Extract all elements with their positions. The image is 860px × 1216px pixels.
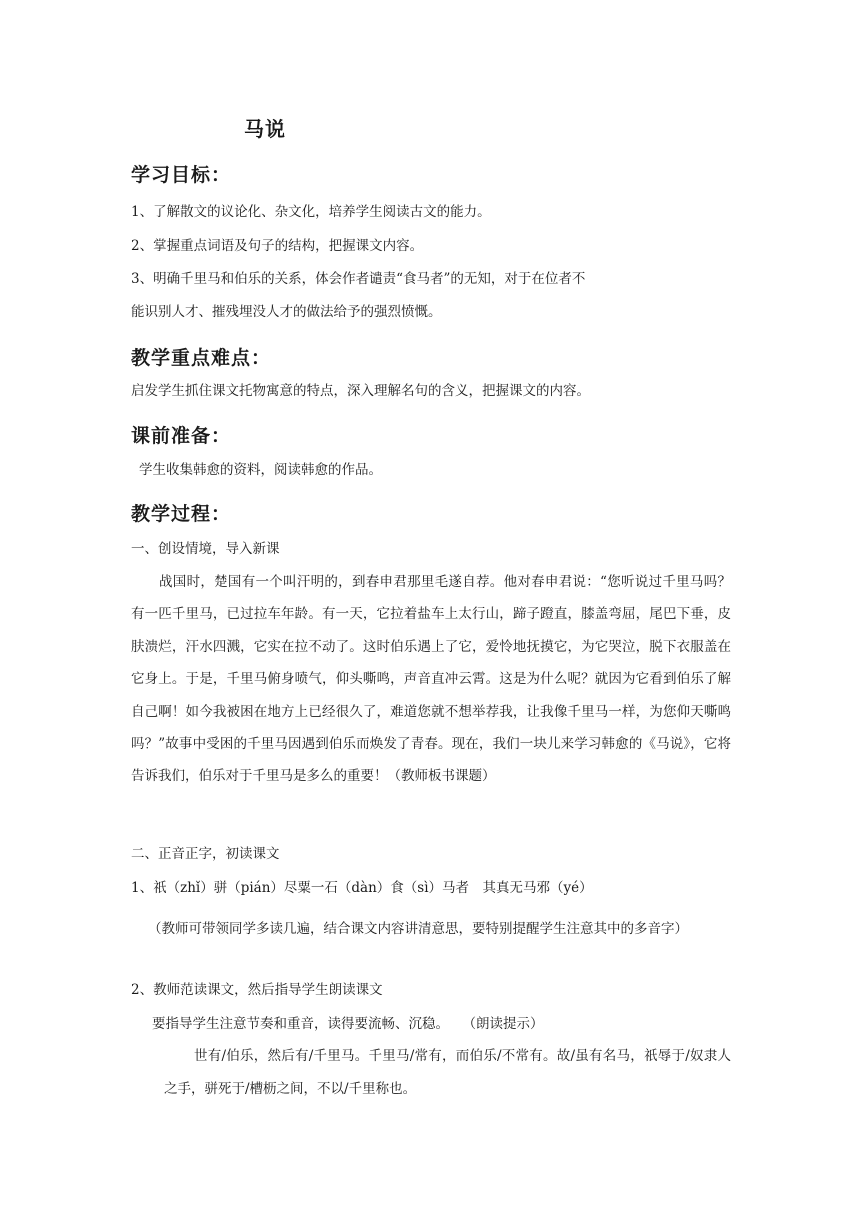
objectives-heading: 学习目标： [131, 164, 232, 186]
step2-title: 二、正音正字，初读课文 [131, 846, 280, 862]
objective-item: 2、掌握重点词语及句子的结构，把握课文内容。 [131, 238, 424, 254]
pronunciation-line: 1、祇（zhǐ）骈（pián）尽粟一石（dàn）食（sì）马者 其真无马邪（yé） [131, 880, 593, 896]
objective-item: 3、明确千里马和伯乐的关系，体会作者谴责“食马者”的无知，对于在位者不 [131, 271, 586, 287]
preparation-text: 学生收集韩愈的资料，阅读韩愈的作品。 [139, 462, 382, 478]
objective-item: 1、了解散文的议论化、杂文化，培养学生阅读古文的能力。 [131, 204, 491, 220]
pronunciation-note-text: （教师可带领同学多读几遍，结合课文内容讲清意思，要特别提醒学生注意其中的多音字） [148, 921, 688, 937]
reading-title: 2、教师范读课文，然后指导学生朗读课文 [131, 982, 383, 998]
step1-title: 一、创设情境，导入新课 [131, 541, 280, 557]
process-heading: 教学过程： [131, 503, 232, 525]
pronunciation-note [148, 913, 731, 945]
objective-item-continuation: 能识别人才、摧残埋没人才的做法给予的强烈愤慨。 [131, 304, 442, 320]
reading-note: 要指导学生注意节奏和重音，读得要流畅、沉稳。 （朗读提示） [152, 1016, 544, 1032]
reading-text: 世有/伯乐，然后有/千里马。千里马/常有，而伯乐/不常有。故/虽有名马，祇辱于/奴隶人之手，骈死于/槽枥之间，不以/千里称也。 [164, 1048, 731, 1097]
key-points-text: 启发学生抓住课文托物寓意的特点，深入理解名句的含义，把握课文的内容。 [131, 383, 590, 399]
preparation-heading: 课前准备： [131, 425, 232, 447]
story-paragraph: 战国时，楚国有一个叫汗明的，到春申君那里毛遂自荐。他对春申君说：“您听说过千里马吗？有一匹千里马，已过拉车年龄。有一天，它拉着盐车上太行山，蹄子蹬直，膝盖弯屈，尾巴下垂，皮肤溃烂，汗水四溅，它实在拉不动了。这时伯乐遇上了它，爱怜地抚摸它，为它哭泣，脱下衣服盖在它身上。于是，千里马俯身喷气，仰头嘶鸣，声音直冲云霄。这是为什么呢？就因为它看到伯乐了解自己啊！如今我被困在地方上已经很久了，难道您就不想举荐我，让我像千里马一样，为您仰天嘶鸣吗？”故事中受困的千里马因遇到伯乐而焕发了青春。现在，我们一块儿来学习韩愈的《马说》，它将告诉我们，伯乐对于千里马是多么的重要！（教师板书课题） [131, 574, 731, 785]
key-points-heading: 教学重点难点： [131, 347, 272, 369]
document-title: 马说 [244, 117, 286, 141]
